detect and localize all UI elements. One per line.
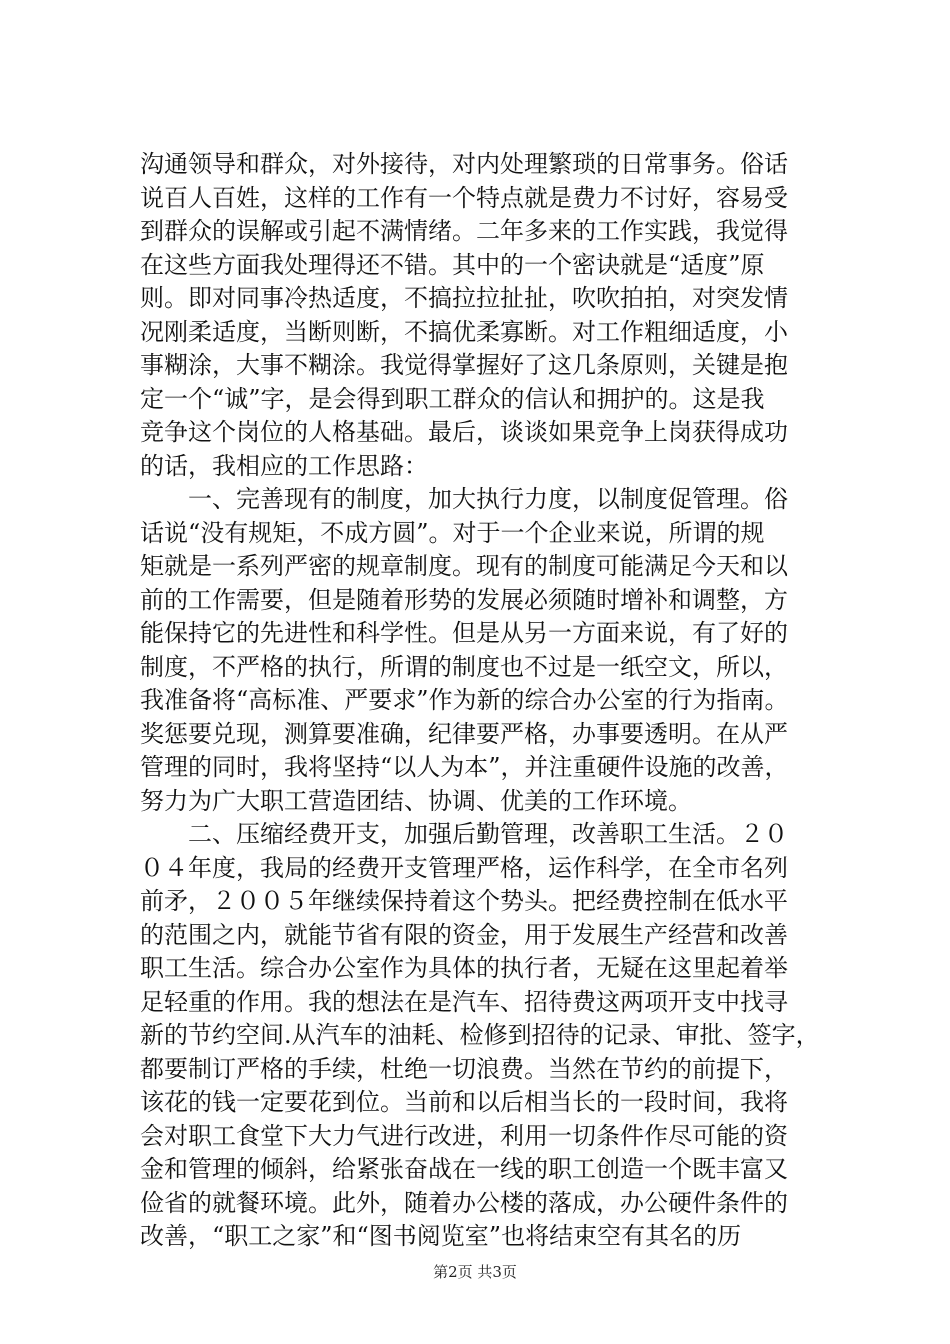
page-footer: 第2页 共3页: [433, 1263, 517, 1281]
text-line: 定一个“诚”字，是会得到职工群众的信认和拥护的。这是我: [140, 384, 765, 413]
text-line: 的范围之内，就能节省有限的资金，用于发展生产经营和改善: [140, 920, 788, 949]
text-line: 足轻重的作用。我的想法在是汽车、招待费这两项开支中找寻: [140, 987, 788, 1016]
text-line: 到群众的误解或引起不满情绪。二年多来的工作实践，我觉得: [140, 217, 788, 245]
text-line: 沟通领导和群众，对外接待，对内处理繁琐的日常事务。俗话: [140, 150, 788, 178]
text-line: 话说“没有规矩，不成方圆”。对于一个企业来说，所谓的规: [140, 518, 765, 547]
text-line: 说百人百姓，这样的工作有一个特点就是费力不讨好，容易受: [140, 183, 788, 212]
text-line: 矩就是一系列严密的规章制度。现有的制度可能满足今天和以: [140, 552, 788, 580]
text-line: 竞争这个岗位的人格基础。最后，谈谈如果竞争上岗获得成功: [140, 418, 788, 446]
text-line: 都要制订严格的手续，杜绝一切浪费。当然在节约的前提下，: [140, 1054, 788, 1083]
text-line: 前的工作需要，但是随着形势的发展必须随时增补和调整，方: [140, 585, 788, 614]
document-body: [140, 148, 860, 1254]
text-line: 制度，不严格的执行，所谓的制度也不过是一纸空文，所以，: [140, 652, 788, 681]
text-line: 新的节约空间.从汽车的油耗、检修到招待的记录、审批、签字，: [140, 1021, 820, 1049]
text-line: 一、完善现有的制度，加大执行力度，以制度促管理。俗: [140, 485, 788, 513]
text-line: 能保持它的先进性和科学性。但是从另一方面来说，有了好的: [140, 619, 788, 647]
text-line: 前矛，２００５年继续保持着这个势头。把经费控制在低水平: [140, 887, 788, 915]
text-line: 奖惩要兑现，测算要准确，纪律要严格，办事要透明。在从严: [140, 719, 788, 748]
text-line: 职工生活。综合办公室作为具体的执行者，无疑在这里起着举: [140, 954, 788, 982]
text-line: 金和管理的倾斜，给紧张奋战在一线的职工创造一个既丰富又: [140, 1155, 788, 1183]
text-line: 该花的钱一定要花到位。当前和以后相当长的一段时间，我将: [140, 1088, 788, 1116]
text-line: 俭省的就餐环境。此外，随着办公楼的落成，办公硬件条件的: [140, 1188, 788, 1217]
text-line: 管理的同时，我将坚持“以人为本”，并注重硬件设施的改善，: [140, 753, 789, 781]
text-line: ０４年度，我局的经费开支管理严格，运作科学，在全市名列: [140, 853, 788, 882]
text-line: 努力为广大职工营造团结、协调、优美的工作环境。: [140, 786, 692, 815]
text-line: 会对职工食堂下大力气进行改进，利用一切条件作尽可能的资: [140, 1121, 788, 1150]
text-line: 的话，我相应的工作思路：: [140, 451, 428, 480]
text-line: 二、压缩经费开支，加强后勤管理，改善职工生活。２０: [140, 820, 788, 848]
text-line: 则。即对同事冷热适度，不搞拉拉扯扯，吹吹拍拍，对突发情: [140, 284, 788, 312]
text-line: 改善，“职工之家”和“图书阅览室”也将结束空有其名的历: [140, 1222, 742, 1250]
text-line: 在这些方面我处理得还不错。其中的一个密诀就是“适度”原: [140, 250, 765, 279]
text-line: 我准备将“高标准、严要求”作为新的综合办公室的行为指南。: [140, 686, 789, 714]
text-line: 况刚柔适度，当断则断，不搞优柔寡断。对工作粗细适度，小: [140, 317, 788, 346]
text-line: 事糊涂，大事不糊涂。我觉得掌握好了这几条原则，关键是抱: [140, 351, 788, 379]
